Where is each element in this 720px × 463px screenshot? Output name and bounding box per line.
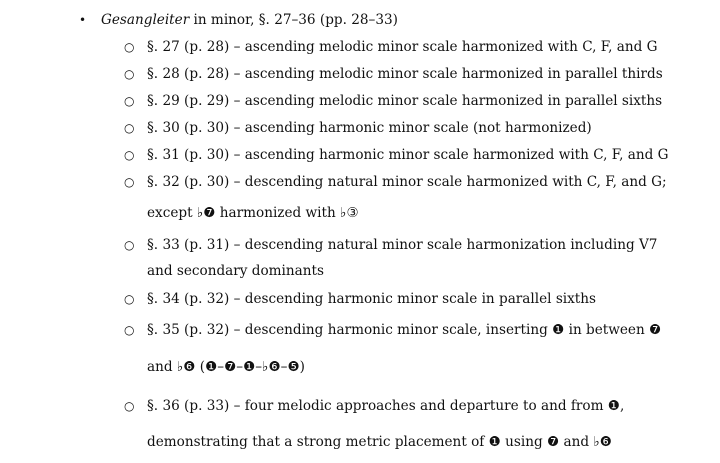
top-level-list-item xyxy=(0,9,720,31)
sub-item-line: except ♭❼ harmonized with ♭③ xyxy=(147,205,359,221)
sub-item-line: §. 33 (p. 31) – descending natural minor scale harmonization including V7 xyxy=(147,237,658,253)
top-bullet: • xyxy=(79,13,87,27)
sub-bullet: ○ xyxy=(124,40,135,54)
top-item-line xyxy=(0,9,720,31)
sub-item-line: §. 29 (p. 29) – ascending melodic minor scale harmonized in parallel sixths xyxy=(147,93,663,109)
sub-item-line: §. 31 (p. 30) – ascending harmonic minor scale harmonized with C, F, and G xyxy=(147,147,669,163)
sub-bullet: ○ xyxy=(124,121,135,135)
sub-item-line: §. 27 (p. 28) – ascending melodic minor scale harmonized with C, F, and G xyxy=(147,39,658,55)
sub-item-line: demonstrating that a strong metric placement of ❶ using ❼ and ♭❻ xyxy=(147,434,612,450)
sub-bullet: ○ xyxy=(124,148,135,162)
sub-item-line: §. 28 (p. 28) – ascending melodic minor scale harmonized in parallel thirds xyxy=(147,66,663,82)
sub-bullet: ○ xyxy=(124,175,135,189)
sub-item-line: §. 32 (p. 30) – descending natural minor scale harmonized with C, F, and G; xyxy=(147,174,667,190)
sub-bullet: ○ xyxy=(124,94,135,108)
top-item-title-italic: Gesangleiter xyxy=(101,12,190,28)
sub-item-line: §. 30 (p. 30) – ascending harmonic minor scale (not harmonized) xyxy=(147,120,592,136)
sub-bullet: ○ xyxy=(124,238,135,252)
sub-item-line: §. 34 (p. 32) – descending harmonic minor scale in parallel sixths xyxy=(147,291,597,307)
sub-bullet: ○ xyxy=(124,67,135,81)
sub-bullet: ○ xyxy=(124,292,135,306)
sub-item-line: §. 35 (p. 32) – descending harmonic minor scale, inserting ❶ in between ❼ xyxy=(147,322,662,338)
sub-item-line: and secondary dominants xyxy=(147,263,324,279)
sub-item-line: §. 36 (p. 33) – four melodic approaches and departure to and from ❶, xyxy=(147,398,625,414)
sub-bullet: ○ xyxy=(124,399,135,413)
top-item-title-rest: in minor, §. 27–36 (pp. 28–33) xyxy=(189,12,398,28)
sub-item-line: and ♭❻ (❶–❼–❶–♭❻–❺) xyxy=(147,359,305,375)
sub-bullet: ○ xyxy=(124,323,135,337)
